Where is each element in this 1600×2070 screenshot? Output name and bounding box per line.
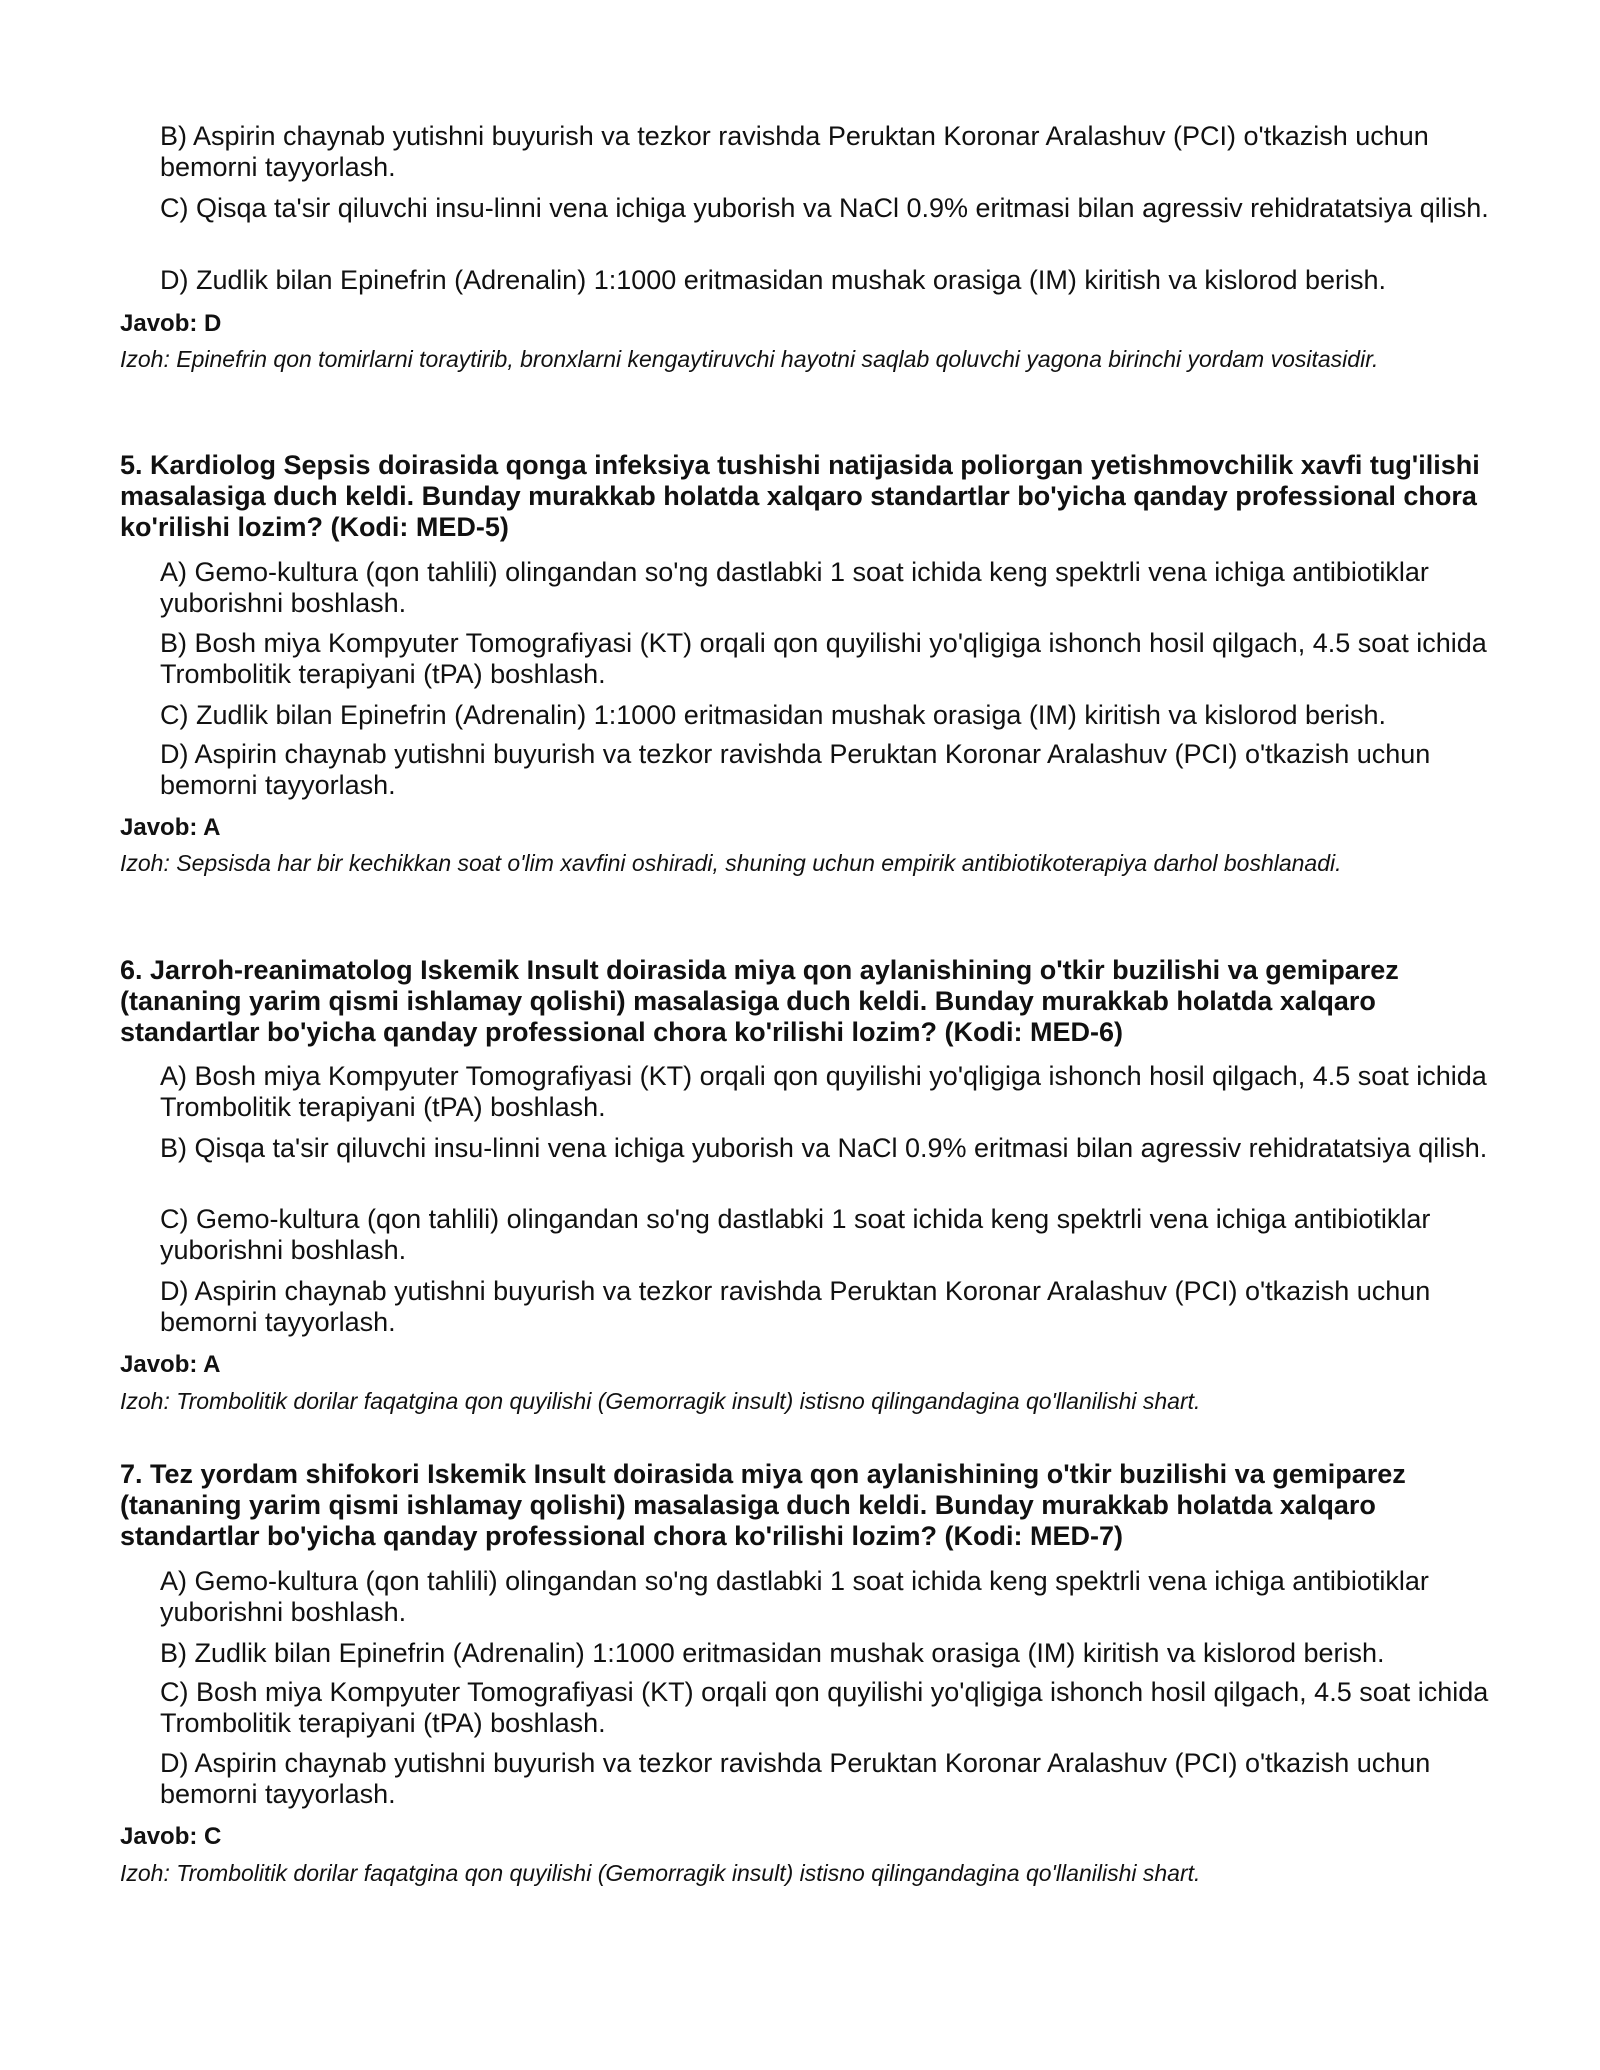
q6-note: Izoh: Trombolitik dorilar faqatgina qon quyilishi (Gemorragik insult) istisno qilingandagina qo'llanilishi shart.	[120, 1388, 1201, 1414]
q7-option-d: D) Aspirin chaynab yutishni buyurish va tezkor ravishda Peruktan Koronar Aralashuv (PCI) o'tkazish uchun bemorni tayyorlash.	[160, 1748, 1431, 1809]
q6-answer: Javob: A	[120, 1351, 221, 1378]
option-d: D) Zudlik bilan Epinefrin (Adrenalin) 1:1000 eritmasidan mushak orasiga (IM) kiritish va kislorod berish.	[160, 265, 1387, 295]
q5-option-c: C) Zudlik bilan Epinefrin (Adrenalin) 1:1000 eritmasidan mushak orasiga (IM) kiritish va kislorod berish.	[160, 700, 1387, 730]
q5-option-b: B) Bosh miya Kompyuter Tomografiyasi (KT) orqali qon quyilishi yo'qligiga ishonch hosil qilgach, 4.5 soat ichida Trombolitik terapiyani (tPA) boshlash.	[160, 628, 1487, 689]
option-c: C) Qisqa ta'sir qiluvchi insu-linni vena ichiga yuborish va NaCl 0.9% eritmasi bilan agressiv rehidratatsiya qilish.	[160, 193, 1489, 223]
explanation-note: Izoh: Epinefrin qon tomirlarni toraytirib, bronxlarni kengaytiruvchi hayotni saqlab qoluvchi yagona birinchi yordam vositasidir.	[120, 346, 1379, 372]
q7-option-c: C) Bosh miya Kompyuter Tomografiyasi (KT) orqali qon quyilishi yo'qligiga ishonch hosil qilgach, 4.5 soat ichida Trombolitik terapiyani (tPA) boshlash.	[160, 1677, 1489, 1738]
q7-option-a: A) Gemo-kultura (qon tahlili) olingandan so'ng dastlabki 1 soat ichida keng spektrli vena ichiga antibiotiklar yuborishni boshlash.	[160, 1566, 1429, 1627]
answer-label: Javob: D	[120, 310, 222, 337]
question-7: 7. Tez yordam shifokori Iskemik Insult doirasida miya qon aylanishining o'tkir buzilishi va gemiparez (tananing yarim qismi ishlamay qolishi) masalasiga duch keldi. Bunday murakkab holatda xalqaro standartlar bo'yicha qanday professional chora ko'rilishi lozim? (Kodi: MED-7)	[120, 1459, 1406, 1551]
q5-option-a: A) Gemo-kultura (qon tahlili) olingandan so'ng dastlabki 1 soat ichida keng spektrli vena ichiga antibiotiklar yuborishni boshlash.	[160, 557, 1429, 618]
q5-answer: Javob: A	[120, 814, 221, 841]
option-b: B) Aspirin chaynab yutishni buyurish va tezkor ravishda Peruktan Koronar Aralashuv (PCI) o'tkazish uchun bemorni tayyorlash.	[160, 121, 1429, 182]
q6-option-c: C) Gemo-kultura (qon tahlili) olingandan so'ng dastlabki 1 soat ichida keng spektrli vena ichiga antibiotiklar yuborishni boshlash.	[160, 1204, 1431, 1265]
q6-option-a: A) Bosh miya Kompyuter Tomografiyasi (KT) orqali qon quyilishi yo'qligiga ishonch hosil qilgach, 4.5 soat ichida Trombolitik terapiyani (tPA) boshlash.	[160, 1061, 1487, 1122]
question-5: 5. Kardiolog Sepsis doirasida qonga infeksiya tushishi natijasida poliorgan yetishmovchilik xavfi tug'ilishi masalasiga duch keldi. Bunday murakkab holatda xalqaro standartlar bo'yicha qanday professional chora ko'rilishi lozim? (Kodi: MED-5)	[120, 450, 1480, 542]
q7-answer: Javob: C	[120, 1823, 222, 1850]
q7-option-b: B) Zudlik bilan Epinefrin (Adrenalin) 1:1000 eritmasidan mushak orasiga (IM) kiritish va kislorod berish.	[160, 1638, 1385, 1668]
q6-option-b: B) Qisqa ta'sir qiluvchi insu-linni vena ichiga yuborish va NaCl 0.9% eritmasi bilan agressiv rehidratatsiya qilish.	[160, 1133, 1488, 1163]
q5-note: Izoh: Sepsisda har bir kechikkan soat o'lim xavfini oshiradi, shuning uchun empirik antibiotikoterapiya darhol boshlanadi.	[120, 850, 1342, 876]
q5-option-d: D) Aspirin chaynab yutishni buyurish va tezkor ravishda Peruktan Koronar Aralashuv (PCI) o'tkazish uchun bemorni tayyorlash.	[160, 739, 1431, 800]
q7-note: Izoh: Trombolitik dorilar faqatgina qon quyilishi (Gemorragik insult) istisno qilingandagina qo'llanilishi shart.	[120, 1860, 1201, 1886]
q6-option-d: D) Aspirin chaynab yutishni buyurish va tezkor ravishda Peruktan Koronar Aralashuv (PCI) o'tkazish uchun bemorni tayyorlash.	[160, 1276, 1431, 1337]
question-6: 6. Jarroh-reanimatolog Iskemik Insult doirasida miya qon aylanishining o'tkir buzilishi va gemiparez (tananing yarim qismi ishlamay qolishi) masalasiga duch keldi. Bunday murakkab holatda xalqaro standartlar bo'yicha qanday professional chora ko'rilishi lozim? (Kodi: MED-6)	[120, 955, 1399, 1047]
